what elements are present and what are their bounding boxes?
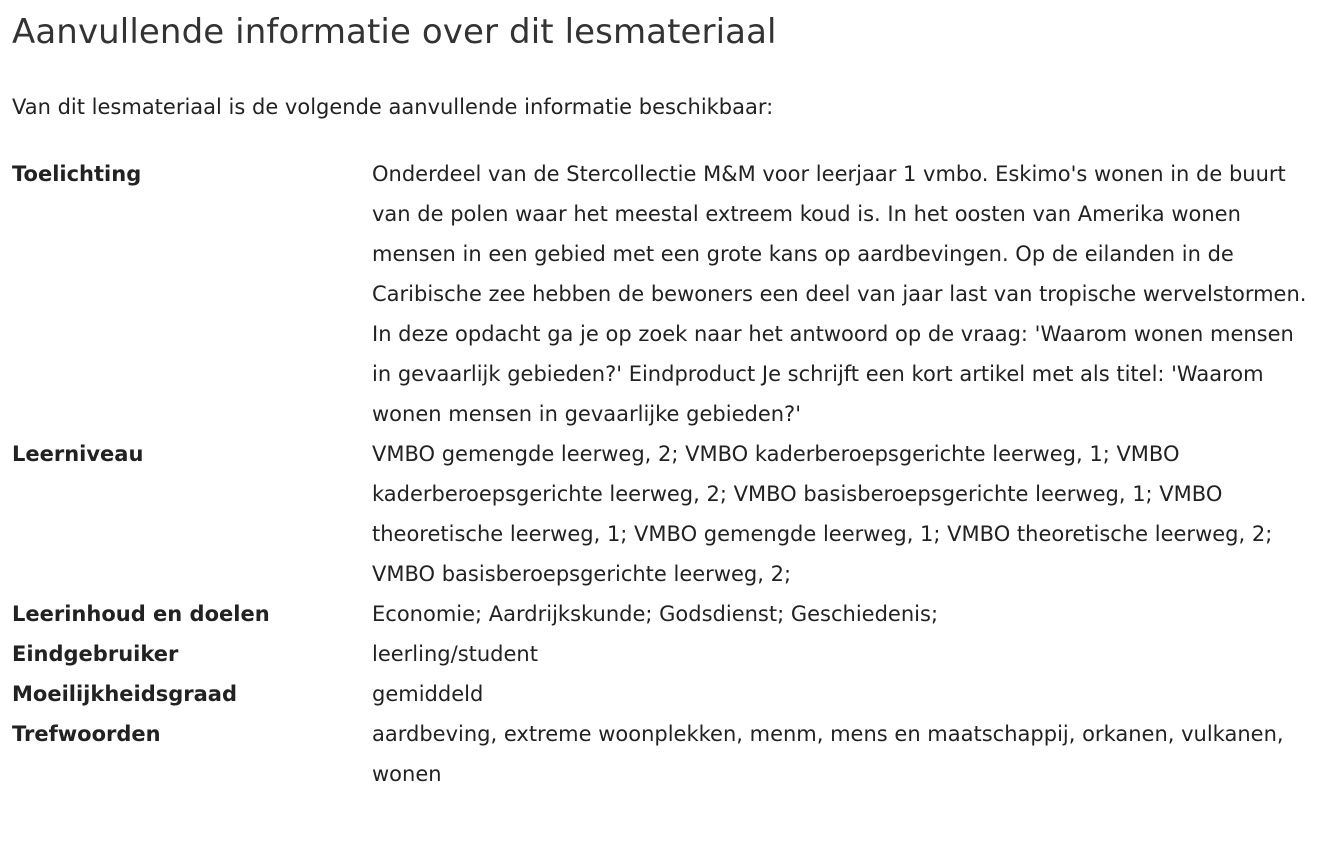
field-row-moeilijkheidsgraad [12,674,1312,714]
field-row-leerinhoud [12,594,1312,634]
field-label-trefwoorden: Trefwoorden [12,722,161,746]
field-label-toelichting: Toelichting [12,162,142,186]
field-label-moeilijkheidsgraad: Moeilijkheidsgraad [12,682,238,706]
field-row-leerniveau [12,434,1312,594]
metadata-table [12,154,1312,794]
field-row-trefwoorden [12,714,1312,794]
field-label-leerniveau: Leerniveau [12,442,144,466]
field-value-toelichting: Onderdeel van de Stercollectie M&M voor leerjaar 1 vmbo. Eskimo's wonen in de buurt van de polen waar het meestal extreem koud is. In het oosten van Amerika wonen mensen in een gebied met een grote kans op aardbevingen. Op de eilanden in de Caribische zee hebben de bewoners een deel van jaar last van tropische wervelstormen. In deze opdacht ga je op zoek naar het antwoord op de vraag: 'Waarom wonen mensen in gevaarlijk gebieden?' Eindproduct Je schrijft een kort artikel met als titel: 'Waarom wonen mensen in gevaarlijke gebieden?' [372,162,1307,426]
field-row-toelichting [12,154,1312,434]
field-value-leerinhoud: Economie; Aardrijkskunde; Godsdienst; Geschiedenis; [372,602,939,626]
field-label-leerinhoud: Leerinhoud en doelen [12,602,270,626]
field-value-eindgebruiker: leerling/student [372,642,538,666]
field-row-eindgebruiker [12,634,1312,674]
intro-text: Van dit lesmateriaal is de volgende aanvullende informatie beschikbaar: [12,95,774,119]
field-label-eindgebruiker: Eindgebruiker [12,642,179,666]
page-title: Aanvullende informatie over dit lesmateriaal [12,12,777,52]
field-value-trefwoorden: aardbeving, extreme woonplekken, menm, mens en maatschappij, orkanen, vulkanen, wonen [372,722,1284,786]
field-value-leerniveau: VMBO gemengde leerweg, 2; VMBO kaderberoepsgerichte leerweg, 1; VMBO kaderberoepsgerichte leerweg, 2; VMBO basisberoepsgerichte leerweg, 1; VMBO theoretische leerweg, 1; VMBO gemengde leerweg, 1; VMBO theoretische leerweg, 2; VMBO basisberoepsgerichte leerweg, 2; [372,442,1273,586]
field-value-moeilijkheidsgraad: gemiddeld [372,682,484,706]
